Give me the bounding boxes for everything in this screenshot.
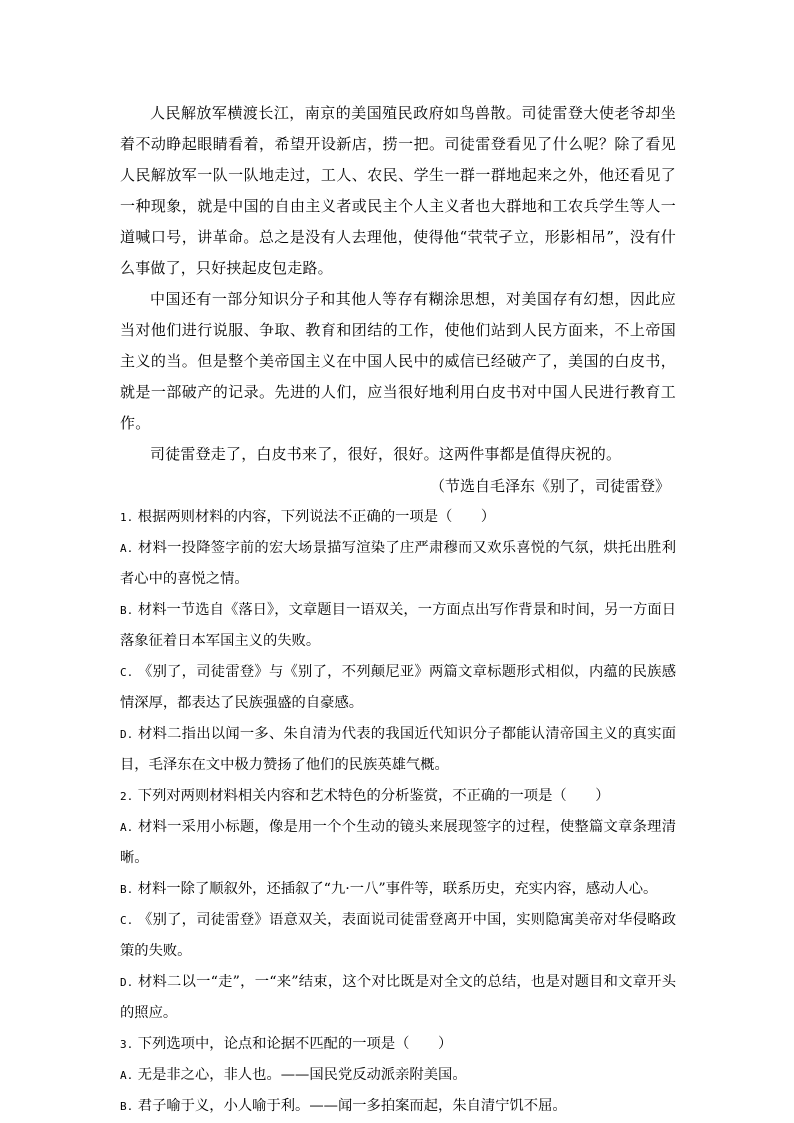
option-key: B. [120, 604, 134, 617]
question-2-number: 2. [120, 790, 134, 803]
option-text: 材料一节选自《落日》，文章题目一语双关，一方面点出写作背景和时间，另一方面日落象征着日本军国主义的失败。 [120, 602, 676, 649]
question-1-number: 1. [120, 511, 134, 524]
question-1-option-d [120, 719, 676, 781]
option-key: A. [120, 821, 134, 834]
option-key: A. [120, 1069, 134, 1082]
question-1 [120, 502, 676, 533]
question-2-option-a [120, 812, 676, 874]
question-3 [120, 1029, 676, 1060]
question-1-option-a [120, 533, 676, 595]
option-text: 材料一除了顺叙外，还插叙了“九·一八”事件等，联系历史，充实内容，感动人心。 [137, 881, 658, 897]
option-text: 无是非之心，非人也。——国民党反动派亲附美国。 [137, 1067, 467, 1083]
question-1-stem: 根据两则材料的内容，下列说法不正确的一项是（ ） [137, 509, 496, 525]
passage-source: （节选自毛泽东《别了，司徒雷登》 [429, 477, 670, 495]
question-1-option-b [120, 595, 676, 657]
option-key: C. [120, 666, 134, 679]
question-2-stem: 下列对两则材料相关内容和艺术特色的分析鉴赏，不正确的一项是（ ） [137, 788, 610, 804]
passage-paragraph-1: 人民解放军横渡长江，南京的美国殖民政府如鸟兽散。司徒雷登大使老爷却坐着不动睁起眼睛看着，希望开设新店，捞一把。司徒雷登看见了什么呢？除了看见人民解放军一队一队地走过，工人、农民、学生一群一群地起来之外，他还看见了一种现象，就是中国的自由主义者或民主个人主义者也大群地和工农兵学生等人一道喊口号，讲革命。总之是没有人去理他，使得他“茕茕孑立，形影相吊”，没有什么事做了，只好挟起皮包走路。 [120, 104, 676, 277]
document-page [120, 98, 676, 1122]
question-3-option-b [120, 1091, 676, 1122]
option-text: 《别了，司徒雷登》与《别了，不列颠尼亚》两篇文章标题形式相似，内蕴的民族感情深厚，都表达了民族强盛的自豪感。 [120, 664, 676, 711]
option-text: 材料二指出以闻一多、朱自清为代表的我国近代知识分子都能认清帝国主义的真实面目，毛泽东在文中极力赞扬了他们的民族英雄气概。 [120, 726, 676, 773]
question-2-option-d [120, 967, 676, 1029]
option-key: C. [120, 914, 134, 927]
option-key: A. [120, 542, 134, 555]
question-3-stem: 下列选项中，论点和论据不匹配的一项是（ ） [137, 1036, 453, 1052]
question-3-number: 3. [120, 1038, 134, 1051]
question-2-option-c [120, 905, 676, 967]
option-text: 君子喻于义，小人喻于利。——闻一多拍案而起，朱自清宁饥不屈。 [137, 1098, 567, 1114]
option-text: 《别了，司徒雷登》语意双关，表面说司徒雷登离开中国，实则隐寓美帝对华侵略政策的失败。 [120, 912, 676, 959]
option-text: 材料二以一“走”，一“来”结束，这个对比既是对全文的总结，也是对题目和文章开头的照应。 [120, 974, 676, 1021]
option-key: D. [120, 728, 134, 741]
passage-paragraph-2: 中国还有一部分知识分子和其他人等存有糊涂思想，对美国存有幻想，因此应当对他们进行说服、争取、教育和团结的工作，使他们站到人民方面来，不上帝国主义的当。但是整个美帝国主义在中国人民中的威信已经破产了，美国的白皮书，就是一部破产的记录。先进的人们，应当很好地利用白皮书对中国人民进行教育工作。 [120, 290, 676, 432]
passage-paragraph-3: 司徒雷登走了，白皮书来了，很好，很好。这两件事都是值得庆祝的。 [150, 445, 622, 463]
option-text: 材料一投降签字前的宏大场景描写渲染了庄严肃穆而又欢乐喜悦的气氛，烘托出胜利者心中的喜悦之情。 [120, 540, 676, 587]
option-key: B. [120, 883, 134, 896]
question-2 [120, 781, 676, 812]
option-key: B. [120, 1100, 134, 1113]
question-3-option-a [120, 1060, 676, 1091]
option-key: D. [120, 976, 134, 989]
question-1-option-c [120, 657, 676, 719]
option-text: 材料一采用小标题，像是用一个个生动的镜头来展现签字的过程，使整篇文章条理清晰。 [120, 819, 676, 866]
question-2-option-b [120, 874, 676, 905]
